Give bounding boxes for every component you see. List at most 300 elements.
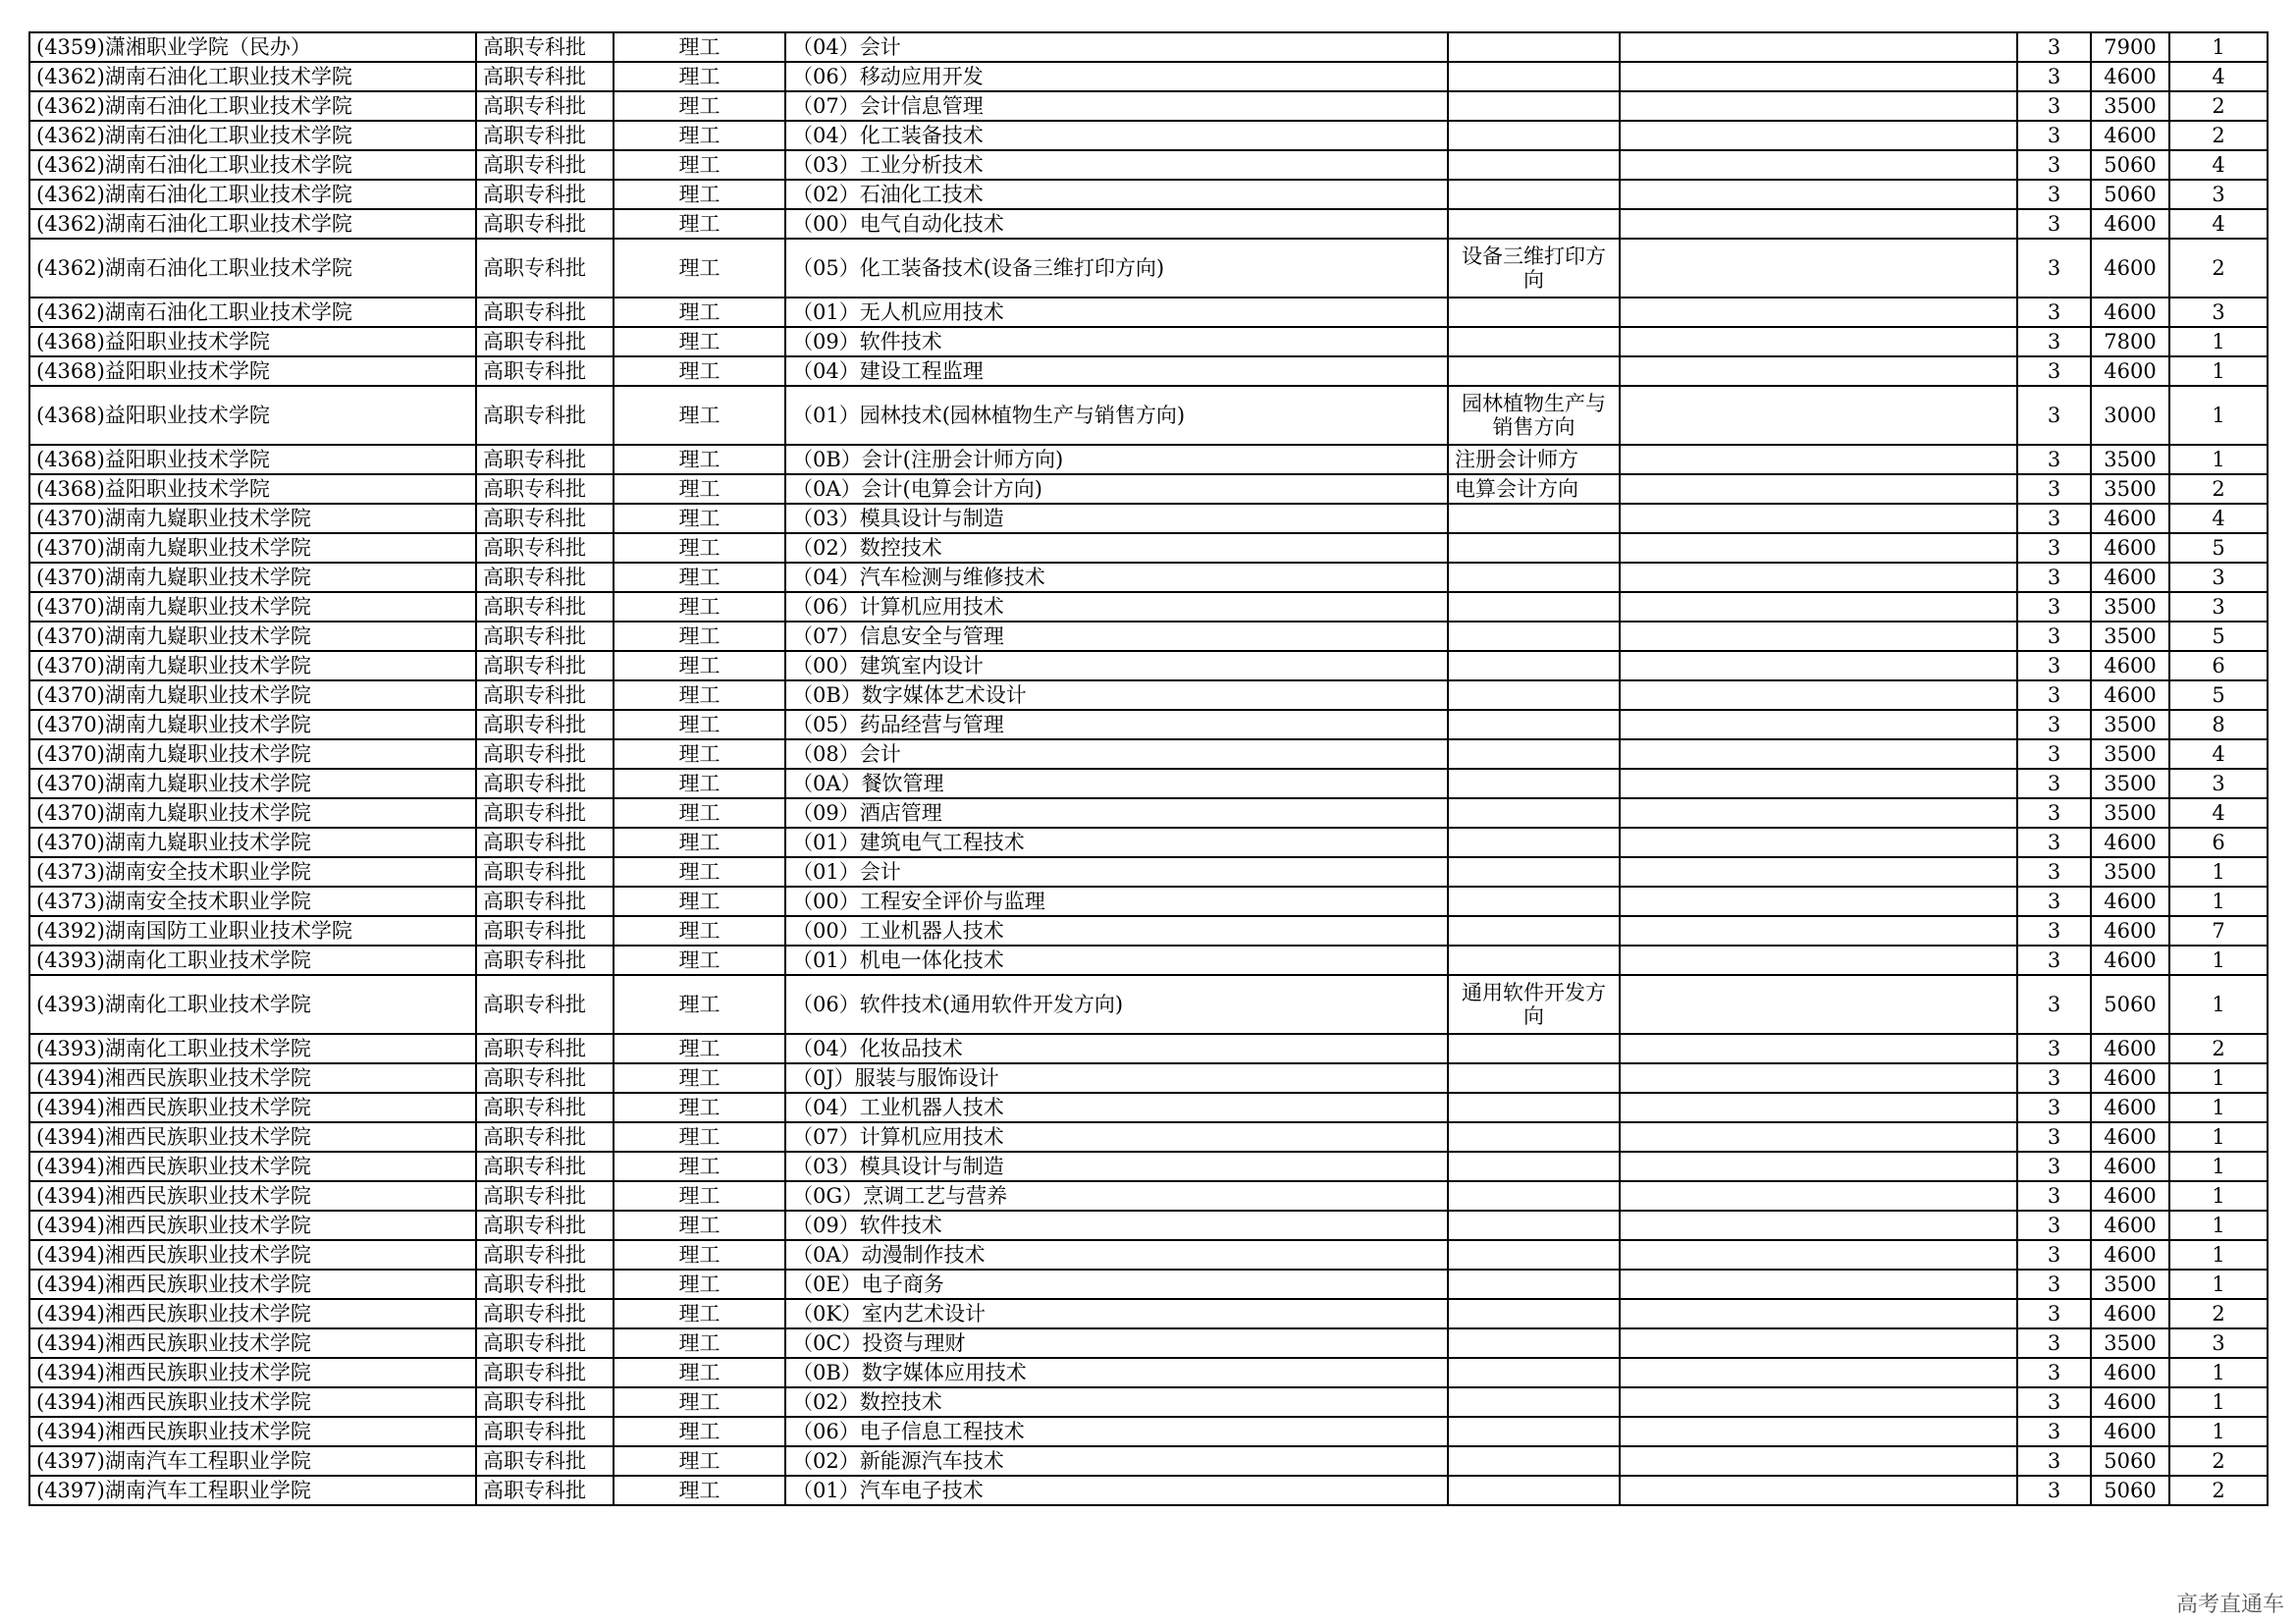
batch-cell: 高职专科批: [476, 1240, 614, 1270]
batch-cell: 高职专科批: [476, 563, 614, 592]
plan-count-cell: 1: [2169, 1358, 2268, 1387]
table-row: [29, 356, 2268, 386]
direction-cell: [1448, 1299, 1620, 1328]
fee-cell: 4600: [2091, 1417, 2169, 1446]
plan-count-cell: 4: [2169, 798, 2268, 828]
category-cell: 理工: [614, 1299, 785, 1328]
direction-cell: 通用软件开发方向: [1448, 975, 1620, 1034]
direction-cell: [1448, 533, 1620, 563]
table-row: [29, 298, 2268, 327]
remark-cell: [1620, 150, 2017, 180]
category-cell: 理工: [614, 327, 785, 356]
category-cell: 理工: [614, 916, 785, 946]
batch-cell: 高职专科批: [476, 798, 614, 828]
batch-cell: 高职专科批: [476, 592, 614, 622]
remark-cell: [1620, 916, 2017, 946]
school-cell: (4393)湖南化工职业技术学院: [29, 975, 476, 1034]
batch-cell: 高职专科批: [476, 1152, 614, 1181]
fee-cell: 4600: [2091, 1358, 2169, 1387]
school-cell: (4394)湘西民族职业技术学院: [29, 1063, 476, 1093]
direction-cell: [1448, 356, 1620, 386]
table-row: [29, 386, 2268, 445]
major-cell: （0A）会计(电算会计方向): [785, 474, 1448, 504]
direction-cell: [1448, 592, 1620, 622]
years-cell: 3: [2017, 1063, 2091, 1093]
major-cell: （00）电气自动化技术: [785, 209, 1448, 239]
batch-cell: 高职专科批: [476, 916, 614, 946]
direction-cell: [1448, 1328, 1620, 1358]
category-cell: 理工: [614, 1446, 785, 1476]
table-row: [29, 1122, 2268, 1152]
fee-cell: 3500: [2091, 1328, 2169, 1358]
category-cell: 理工: [614, 1358, 785, 1387]
major-cell: （07）计算机应用技术: [785, 1122, 1448, 1152]
remark-cell: [1620, 1417, 2017, 1446]
batch-cell: 高职专科批: [476, 887, 614, 916]
fee-cell: 7800: [2091, 327, 2169, 356]
table-row: [29, 1387, 2268, 1417]
school-cell: (4394)湘西民族职业技术学院: [29, 1358, 476, 1387]
plan-count-cell: 5: [2169, 533, 2268, 563]
plan-count-cell: 2: [2169, 1034, 2268, 1063]
category-cell: 理工: [614, 298, 785, 327]
school-cell: (4370)湖南九嶷职业技术学院: [29, 680, 476, 710]
school-cell: (4362)湖南石油化工职业技术学院: [29, 209, 476, 239]
years-cell: 3: [2017, 1211, 2091, 1240]
fee-cell: 7900: [2091, 32, 2169, 62]
category-cell: 理工: [614, 445, 785, 474]
batch-cell: 高职专科批: [476, 32, 614, 62]
batch-cell: 高职专科批: [476, 121, 614, 150]
major-cell: （06）软件技术(通用软件开发方向): [785, 975, 1448, 1034]
table-row: [29, 150, 2268, 180]
major-cell: （07）会计信息管理: [785, 91, 1448, 121]
fee-cell: 5060: [2091, 1476, 2169, 1505]
major-cell: （03）工业分析技术: [785, 150, 1448, 180]
major-cell: （03）模具设计与制造: [785, 1152, 1448, 1181]
remark-cell: [1620, 1211, 2017, 1240]
years-cell: 3: [2017, 769, 2091, 798]
major-cell: （04）汽车检测与维修技术: [785, 563, 1448, 592]
table-row: [29, 1240, 2268, 1270]
remark-cell: [1620, 62, 2017, 91]
remark-cell: [1620, 1093, 2017, 1122]
table-row: [29, 1093, 2268, 1122]
remark-cell: [1620, 1387, 2017, 1417]
plan-count-cell: 1: [2169, 887, 2268, 916]
major-cell: （04）建设工程监理: [785, 356, 1448, 386]
fee-cell: 4600: [2091, 1211, 2169, 1240]
years-cell: 3: [2017, 651, 2091, 680]
batch-cell: 高职专科批: [476, 1476, 614, 1505]
direction-cell: [1448, 622, 1620, 651]
table-row: [29, 1417, 2268, 1446]
table-row: [29, 916, 2268, 946]
years-cell: 3: [2017, 386, 2091, 445]
school-cell: (4362)湖南石油化工职业技术学院: [29, 150, 476, 180]
category-cell: 理工: [614, 592, 785, 622]
major-cell: （0B）数字媒体艺术设计: [785, 680, 1448, 710]
plan-count-cell: 5: [2169, 680, 2268, 710]
remark-cell: [1620, 622, 2017, 651]
fee-cell: 4600: [2091, 298, 2169, 327]
plan-count-cell: 1: [2169, 445, 2268, 474]
remark-cell: [1620, 710, 2017, 739]
school-cell: (4370)湖南九嶷职业技术学院: [29, 592, 476, 622]
direction-cell: [1448, 1152, 1620, 1181]
major-cell: （03）模具设计与制造: [785, 504, 1448, 533]
direction-cell: [1448, 32, 1620, 62]
batch-cell: 高职专科批: [476, 533, 614, 563]
years-cell: 3: [2017, 592, 2091, 622]
school-cell: (4359)潇湘职业学院（民办）: [29, 32, 476, 62]
fee-cell: 4600: [2091, 62, 2169, 91]
direction-cell: [1448, 946, 1620, 975]
table-row: [29, 1181, 2268, 1211]
remark-cell: [1620, 121, 2017, 150]
category-cell: 理工: [614, 739, 785, 769]
years-cell: 3: [2017, 975, 2091, 1034]
table-row: [29, 651, 2268, 680]
remark-cell: [1620, 1152, 2017, 1181]
batch-cell: 高职专科批: [476, 356, 614, 386]
remark-cell: [1620, 1063, 2017, 1093]
school-cell: (4368)益阳职业技术学院: [29, 386, 476, 445]
major-cell: （06）计算机应用技术: [785, 592, 1448, 622]
major-cell: （0E）电子商务: [785, 1270, 1448, 1299]
remark-cell: [1620, 769, 2017, 798]
batch-cell: 高职专科批: [476, 946, 614, 975]
category-cell: 理工: [614, 1387, 785, 1417]
remark-cell: [1620, 1446, 2017, 1476]
category-cell: 理工: [614, 386, 785, 445]
batch-cell: 高职专科批: [476, 298, 614, 327]
table-body: [29, 32, 2268, 1505]
school-cell: (4370)湖南九嶷职业技术学院: [29, 769, 476, 798]
category-cell: 理工: [614, 887, 785, 916]
remark-cell: [1620, 327, 2017, 356]
batch-cell: 高职专科批: [476, 1063, 614, 1093]
fee-cell: 3500: [2091, 592, 2169, 622]
years-cell: 3: [2017, 504, 2091, 533]
plan-count-cell: 3: [2169, 180, 2268, 209]
years-cell: 3: [2017, 710, 2091, 739]
school-cell: (4373)湖南安全技术职业学院: [29, 857, 476, 887]
table-row: [29, 680, 2268, 710]
plan-count-cell: 2: [2169, 239, 2268, 298]
batch-cell: 高职专科批: [476, 975, 614, 1034]
remark-cell: [1620, 180, 2017, 209]
category-cell: 理工: [614, 1063, 785, 1093]
years-cell: 3: [2017, 533, 2091, 563]
school-cell: (4370)湖南九嶷职业技术学院: [29, 622, 476, 651]
fee-cell: 3500: [2091, 798, 2169, 828]
table-row: [29, 1358, 2268, 1387]
batch-cell: 高职专科批: [476, 739, 614, 769]
fee-cell: 4600: [2091, 1152, 2169, 1181]
plan-count-cell: 2: [2169, 474, 2268, 504]
remark-cell: [1620, 798, 2017, 828]
batch-cell: 高职专科批: [476, 1093, 614, 1122]
years-cell: 3: [2017, 1328, 2091, 1358]
school-cell: (4373)湖南安全技术职业学院: [29, 887, 476, 916]
major-cell: （02）石油化工技术: [785, 180, 1448, 209]
plan-count-cell: 1: [2169, 1270, 2268, 1299]
direction-cell: 园林植物生产与销售方向: [1448, 386, 1620, 445]
category-cell: 理工: [614, 504, 785, 533]
remark-cell: [1620, 1181, 2017, 1211]
batch-cell: 高职专科批: [476, 1417, 614, 1446]
years-cell: 3: [2017, 1417, 2091, 1446]
plan-count-cell: 3: [2169, 592, 2268, 622]
school-cell: (4362)湖南石油化工职业技术学院: [29, 180, 476, 209]
batch-cell: 高职专科批: [476, 1358, 614, 1387]
plan-count-cell: 1: [2169, 1122, 2268, 1152]
table-row: [29, 769, 2268, 798]
school-cell: (4397)湖南汽车工程职业学院: [29, 1446, 476, 1476]
plan-count-cell: 2: [2169, 1299, 2268, 1328]
years-cell: 3: [2017, 1034, 2091, 1063]
remark-cell: [1620, 1270, 2017, 1299]
major-cell: （01）无人机应用技术: [785, 298, 1448, 327]
school-cell: (4362)湖南石油化工职业技术学院: [29, 239, 476, 298]
major-cell: （06）电子信息工程技术: [785, 1417, 1448, 1446]
remark-cell: [1620, 504, 2017, 533]
years-cell: 3: [2017, 356, 2091, 386]
batch-cell: 高职专科批: [476, 1034, 614, 1063]
school-cell: (4394)湘西民族职业技术学院: [29, 1093, 476, 1122]
fee-cell: 4600: [2091, 1063, 2169, 1093]
direction-cell: [1448, 91, 1620, 121]
plan-count-cell: 1: [2169, 946, 2268, 975]
years-cell: 3: [2017, 563, 2091, 592]
years-cell: 3: [2017, 828, 2091, 857]
category-cell: 理工: [614, 474, 785, 504]
school-cell: (4370)湖南九嶷职业技术学院: [29, 504, 476, 533]
school-cell: (4370)湖南九嶷职业技术学院: [29, 710, 476, 739]
years-cell: 3: [2017, 1122, 2091, 1152]
remark-cell: [1620, 474, 2017, 504]
school-cell: (4397)湖南汽车工程职业学院: [29, 1476, 476, 1505]
fee-cell: 5060: [2091, 975, 2169, 1034]
remark-cell: [1620, 32, 2017, 62]
years-cell: 3: [2017, 857, 2091, 887]
school-cell: (4393)湖南化工职业技术学院: [29, 946, 476, 975]
direction-cell: [1448, 1211, 1620, 1240]
plan-count-cell: 2: [2169, 1476, 2268, 1505]
table-row: [29, 209, 2268, 239]
years-cell: 3: [2017, 62, 2091, 91]
remark-cell: [1620, 1476, 2017, 1505]
school-cell: (4394)湘西民族职业技术学院: [29, 1181, 476, 1211]
fee-cell: 3500: [2091, 857, 2169, 887]
years-cell: 3: [2017, 1358, 2091, 1387]
major-cell: （04）会计: [785, 32, 1448, 62]
category-cell: 理工: [614, 1181, 785, 1211]
years-cell: 3: [2017, 445, 2091, 474]
fee-cell: 4600: [2091, 651, 2169, 680]
batch-cell: 高职专科批: [476, 180, 614, 209]
fee-cell: 4600: [2091, 209, 2169, 239]
table-row: [29, 121, 2268, 150]
remark-cell: [1620, 239, 2017, 298]
school-cell: (4370)湖南九嶷职业技术学院: [29, 651, 476, 680]
remark-cell: [1620, 828, 2017, 857]
table-row: [29, 1299, 2268, 1328]
batch-cell: 高职专科批: [476, 1211, 614, 1240]
plan-count-cell: 6: [2169, 651, 2268, 680]
direction-cell: [1448, 504, 1620, 533]
batch-cell: 高职专科批: [476, 828, 614, 857]
category-cell: 理工: [614, 946, 785, 975]
years-cell: 3: [2017, 91, 2091, 121]
batch-cell: 高职专科批: [476, 1270, 614, 1299]
fee-cell: 4600: [2091, 887, 2169, 916]
major-cell: （01）建筑电气工程技术: [785, 828, 1448, 857]
plan-count-cell: 6: [2169, 828, 2268, 857]
school-cell: (4370)湖南九嶷职业技术学院: [29, 563, 476, 592]
direction-cell: [1448, 798, 1620, 828]
school-cell: (4362)湖南石油化工职业技术学院: [29, 91, 476, 121]
category-cell: 理工: [614, 121, 785, 150]
fee-cell: 3000: [2091, 386, 2169, 445]
school-cell: (4393)湖南化工职业技术学院: [29, 1034, 476, 1063]
school-cell: (4362)湖南石油化工职业技术学院: [29, 121, 476, 150]
table-row: [29, 327, 2268, 356]
table-row: [29, 857, 2268, 887]
plan-count-cell: 7: [2169, 916, 2268, 946]
years-cell: 3: [2017, 946, 2091, 975]
category-cell: 理工: [614, 798, 785, 828]
fee-cell: 4600: [2091, 504, 2169, 533]
remark-cell: [1620, 680, 2017, 710]
years-cell: 3: [2017, 474, 2091, 504]
fee-cell: 4600: [2091, 1034, 2169, 1063]
plan-count-cell: 4: [2169, 504, 2268, 533]
major-cell: （04）化工装备技术: [785, 121, 1448, 150]
school-cell: (4370)湖南九嶷职业技术学院: [29, 828, 476, 857]
table-row: [29, 1476, 2268, 1505]
years-cell: 3: [2017, 239, 2091, 298]
school-cell: (4368)益阳职业技术学院: [29, 327, 476, 356]
fee-cell: 4600: [2091, 356, 2169, 386]
years-cell: 3: [2017, 916, 2091, 946]
years-cell: 3: [2017, 32, 2091, 62]
fee-cell: 3500: [2091, 710, 2169, 739]
fee-cell: 4600: [2091, 533, 2169, 563]
plan-count-cell: 1: [2169, 1093, 2268, 1122]
school-cell: (4394)湘西民族职业技术学院: [29, 1270, 476, 1299]
major-cell: （05）化工装备技术(设备三维打印方向): [785, 239, 1448, 298]
category-cell: 理工: [614, 1034, 785, 1063]
school-cell: (4394)湘西民族职业技术学院: [29, 1122, 476, 1152]
category-cell: 理工: [614, 1270, 785, 1299]
direction-cell: [1448, 1358, 1620, 1387]
remark-cell: [1620, 298, 2017, 327]
batch-cell: 高职专科批: [476, 1299, 614, 1328]
batch-cell: 高职专科批: [476, 386, 614, 445]
table-row: [29, 533, 2268, 563]
table-row: [29, 622, 2268, 651]
table-row: [29, 1211, 2268, 1240]
category-cell: 理工: [614, 150, 785, 180]
remark-cell: [1620, 1328, 2017, 1358]
table-row: [29, 1063, 2268, 1093]
years-cell: 3: [2017, 1270, 2091, 1299]
table-row: [29, 504, 2268, 533]
table-row: [29, 1034, 2268, 1063]
remark-cell: [1620, 857, 2017, 887]
fee-cell: 4600: [2091, 1387, 2169, 1417]
school-cell: (4368)益阳职业技术学院: [29, 474, 476, 504]
years-cell: 3: [2017, 1152, 2091, 1181]
fee-cell: 3500: [2091, 739, 2169, 769]
table-row: [29, 1152, 2268, 1181]
years-cell: 3: [2017, 1446, 2091, 1476]
major-cell: （09）酒店管理: [785, 798, 1448, 828]
fee-cell: 5060: [2091, 150, 2169, 180]
major-cell: （07）信息安全与管理: [785, 622, 1448, 651]
major-cell: （08）会计: [785, 739, 1448, 769]
remark-cell: [1620, 91, 2017, 121]
plan-count-cell: 2: [2169, 121, 2268, 150]
years-cell: 3: [2017, 798, 2091, 828]
direction-cell: [1448, 1122, 1620, 1152]
school-cell: (4394)湘西民族职业技术学院: [29, 1387, 476, 1417]
remark-cell: [1620, 386, 2017, 445]
table-row: [29, 239, 2268, 298]
remark-cell: [1620, 651, 2017, 680]
major-cell: （00）工业机器人技术: [785, 916, 1448, 946]
major-cell: （00）工程安全评价与监理: [785, 887, 1448, 916]
remark-cell: [1620, 1299, 2017, 1328]
years-cell: 3: [2017, 121, 2091, 150]
fee-cell: 3500: [2091, 445, 2169, 474]
category-cell: 理工: [614, 1211, 785, 1240]
fee-cell: 3500: [2091, 91, 2169, 121]
remark-cell: [1620, 1358, 2017, 1387]
fee-cell: 4600: [2091, 680, 2169, 710]
batch-cell: 高职专科批: [476, 474, 614, 504]
table-row: [29, 445, 2268, 474]
table-row: [29, 739, 2268, 769]
direction-cell: [1448, 1063, 1620, 1093]
plan-count-cell: 2: [2169, 1446, 2268, 1476]
category-cell: 理工: [614, 622, 785, 651]
direction-cell: [1448, 1476, 1620, 1505]
table-row: [29, 1328, 2268, 1358]
category-cell: 理工: [614, 356, 785, 386]
table-row: [29, 946, 2268, 975]
remark-cell: [1620, 356, 2017, 386]
school-cell: (4368)益阳职业技术学院: [29, 356, 476, 386]
fee-cell: 5060: [2091, 180, 2169, 209]
plan-count-cell: 1: [2169, 356, 2268, 386]
plan-count-cell: 3: [2169, 1328, 2268, 1358]
batch-cell: 高职专科批: [476, 1122, 614, 1152]
table-row: [29, 887, 2268, 916]
major-cell: （05）药品经营与管理: [785, 710, 1448, 739]
years-cell: 3: [2017, 1181, 2091, 1211]
major-cell: （01）机电一体化技术: [785, 946, 1448, 975]
major-cell: （04）化妆品技术: [785, 1034, 1448, 1063]
table-row: [29, 91, 2268, 121]
direction-cell: [1448, 563, 1620, 592]
category-cell: 理工: [614, 975, 785, 1034]
years-cell: 3: [2017, 680, 2091, 710]
category-cell: 理工: [614, 828, 785, 857]
category-cell: 理工: [614, 1093, 785, 1122]
